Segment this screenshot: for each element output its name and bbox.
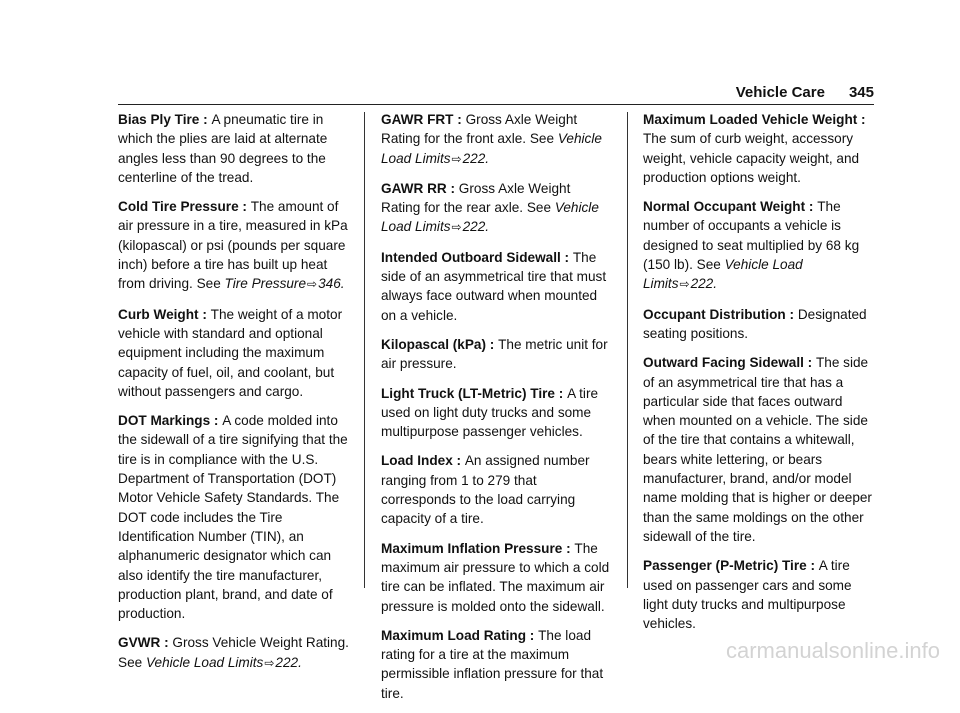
reference-period: .	[485, 219, 490, 235]
glossary-term: GVWR	[118, 635, 161, 651]
cross-reference-page[interactable]: 222	[462, 219, 486, 235]
term-separator: :	[199, 112, 212, 127]
glossary-entry	[381, 451, 613, 528]
glossary-definition: Designated seating positions.	[643, 306, 867, 341]
glossary-term: Maximum Load Rating	[381, 627, 527, 643]
glossary-term: GAWR FRT	[381, 112, 454, 127]
glossary-definition: The maximum air pressure to which a cold tire can be inflated. The maximum air pressure is molded onto the sidewall.	[381, 540, 610, 614]
cross-reference-link[interactable]: Vehicle Load Limits	[381, 131, 602, 166]
glossary-entry	[118, 305, 350, 401]
glossary-entry	[381, 626, 613, 703]
cross-reference-link[interactable]: Vehicle Load Limits	[145, 654, 264, 670]
term-separator: :	[554, 385, 568, 401]
term-separator: :	[562, 540, 575, 556]
reference-period: .	[485, 150, 490, 166]
cross-reference-link[interactable]: Tire Pressure	[224, 276, 307, 292]
glossary-term: GAWR RR	[381, 180, 447, 196]
glossary-term: Kilopascal (kPa)	[381, 336, 487, 352]
section-title: Vehicle Care	[735, 84, 825, 101]
glossary-term: Bias Ply Tire	[118, 112, 200, 127]
glossary-entry	[643, 353, 875, 546]
see-label: See	[118, 654, 146, 670]
glossary-definition: A pneumatic tire in which the plies are laid at alternate angles less than 90 degrees to the centerline of the tread.	[118, 112, 328, 185]
glossary-column-1	[118, 110, 350, 683]
glossary-entry	[381, 335, 613, 374]
header-divider	[118, 104, 874, 105]
term-separator: :	[806, 558, 819, 574]
glossary-definition: The amount of air pressure in a tire, measured in kPa (kilopascal) or psi (pounds per square inch) before a tire has built up heat from driving.	[118, 199, 348, 292]
glossary-term: Passenger (P-Metric) Tire	[643, 558, 807, 574]
term-separator: :	[486, 336, 499, 352]
see-label: See	[192, 276, 225, 292]
glossary-term: Occupant Distribution	[643, 306, 786, 322]
glossary-entry	[381, 248, 613, 325]
glossary-definition: A code molded into the sidewall of a tire signifying that the tire is in compliance with the U.S. Department of Transportation (DOT) Motor Vehicle Safety Standards. The DOT code includes the Tire Identification Number (TIN), an alphanumeric designator which can also identify the tire manufacturer, production plant, brand, and date of production.	[118, 413, 348, 622]
glossary-entry	[118, 197, 350, 294]
page-ref-arrow-icon: ⇨	[451, 220, 462, 235]
glossary-term: Load Index	[381, 453, 453, 469]
glossary-entry	[381, 179, 613, 238]
glossary-term: DOT Markings	[118, 413, 211, 429]
glossary-definition: The weight of a motor vehicle with standard and optional equipment including the maximum capacity of fuel, oil, and coolant, but without passengers and cargo.	[118, 306, 343, 399]
page-ref-arrow-icon: ⇨	[451, 151, 462, 166]
glossary-entry	[643, 110, 875, 187]
term-separator: :	[803, 355, 816, 371]
cross-reference-link[interactable]: Vehicle Load Limits	[643, 257, 803, 292]
reference-period: .	[298, 654, 302, 670]
glossary-column-3	[643, 110, 875, 643]
glossary-term: Maximum Loaded Vehicle Weight	[643, 112, 858, 127]
page-ref-arrow-icon: ⇨	[307, 277, 318, 292]
glossary-term: Outward Facing Sidewall	[643, 355, 804, 371]
glossary-definition: The load rating for a tire at the maximum permissible inflation pressure for that tire.	[381, 627, 604, 701]
cross-reference-link[interactable]: Vehicle Load Limits	[381, 200, 599, 235]
column-divider	[364, 112, 365, 588]
term-separator: :	[446, 180, 459, 196]
page-ref-arrow-icon: ⇨	[679, 277, 690, 292]
glossary-definition: A tire used on passenger cars and some light duty trucks and multipurpose vehicles.	[643, 558, 852, 632]
term-separator: :	[857, 112, 866, 127]
glossary-term: Intended Outboard Sidewall	[381, 249, 561, 265]
glossary-entry	[118, 633, 350, 673]
glossary-term: Maximum Inflation Pressure	[381, 540, 563, 556]
term-separator: :	[526, 627, 539, 643]
glossary-entry	[643, 197, 875, 294]
term-separator: :	[452, 453, 465, 469]
term-separator: :	[160, 635, 173, 651]
glossary-entry	[643, 305, 875, 344]
term-separator: :	[453, 112, 466, 127]
glossary-definition: The side of an asymmetrical tire that has a particular side that faces outward when mounted on a vehicle. The side of the tire that contains a whitewall, bears white lettering, or bears manufacturer, brand, and/or model name molding that is higher or deeper than the same moldings on the other sidewall of the tire.	[643, 355, 872, 544]
glossary-term: Normal Occupant Weight	[643, 199, 806, 215]
watermark: carmanualsonline.info	[725, 638, 940, 663]
glossary-term: Cold Tire Pressure	[118, 199, 239, 215]
column-divider	[627, 112, 628, 588]
term-separator: :	[560, 249, 573, 265]
term-separator: :	[238, 199, 251, 215]
glossary-definition: The side of an asymmetrical tire that must always face outward when mounted on a vehicle.	[381, 249, 607, 323]
glossary-definition: Gross Axle Weight Rating for the front axle.	[381, 112, 578, 147]
glossary-definition: An assigned number ranging from 1 to 279 that corresponds to the load carrying capacity of a tire.	[381, 453, 590, 527]
glossary-entry	[381, 539, 613, 616]
page-header	[736, 84, 874, 101]
page-ref-arrow-icon: ⇨	[264, 655, 275, 670]
glossary-entry	[381, 384, 613, 442]
reference-period: .	[340, 276, 345, 292]
glossary-definition: Gross Vehicle Weight Rating.	[172, 635, 349, 651]
see-label: See	[692, 257, 725, 273]
term-separator: :	[805, 199, 818, 215]
glossary-definition: A tire used on light duty trucks and some multipurpose passenger vehicles.	[381, 385, 599, 440]
see-label: See	[526, 131, 558, 147]
term-separator: :	[198, 306, 211, 322]
glossary-definition: Gross Axle Weight Rating for the rear axle.	[381, 180, 571, 216]
cross-reference-page[interactable]: 222	[462, 150, 486, 166]
glossary-column-2	[381, 110, 613, 713]
reference-period: .	[713, 276, 718, 292]
glossary-definition: The number of occupants a vehicle is designed to seat multiplied by 68 kg (150 lb).	[643, 199, 860, 273]
glossary-entry	[381, 110, 613, 169]
glossary-term: Curb Weight	[118, 306, 199, 322]
cross-reference-page[interactable]: 346	[318, 276, 341, 292]
glossary-entry	[643, 556, 875, 633]
see-label: See	[523, 200, 555, 216]
cross-reference-page[interactable]: 222	[275, 654, 299, 670]
glossary-definition: The sum of curb weight, accessory weight, vehicle capacity weight, and production options weight.	[643, 131, 860, 185]
cross-reference-page[interactable]: 222	[690, 276, 714, 292]
glossary-term: Light Truck (LT-Metric) Tire	[381, 385, 555, 401]
glossary-entry	[118, 411, 350, 623]
term-separator: :	[210, 413, 223, 429]
glossary-definition: The metric unit for air pressure.	[381, 336, 608, 372]
term-separator: :	[785, 306, 798, 322]
page-number: 345	[848, 84, 874, 101]
glossary-entry	[118, 110, 350, 187]
